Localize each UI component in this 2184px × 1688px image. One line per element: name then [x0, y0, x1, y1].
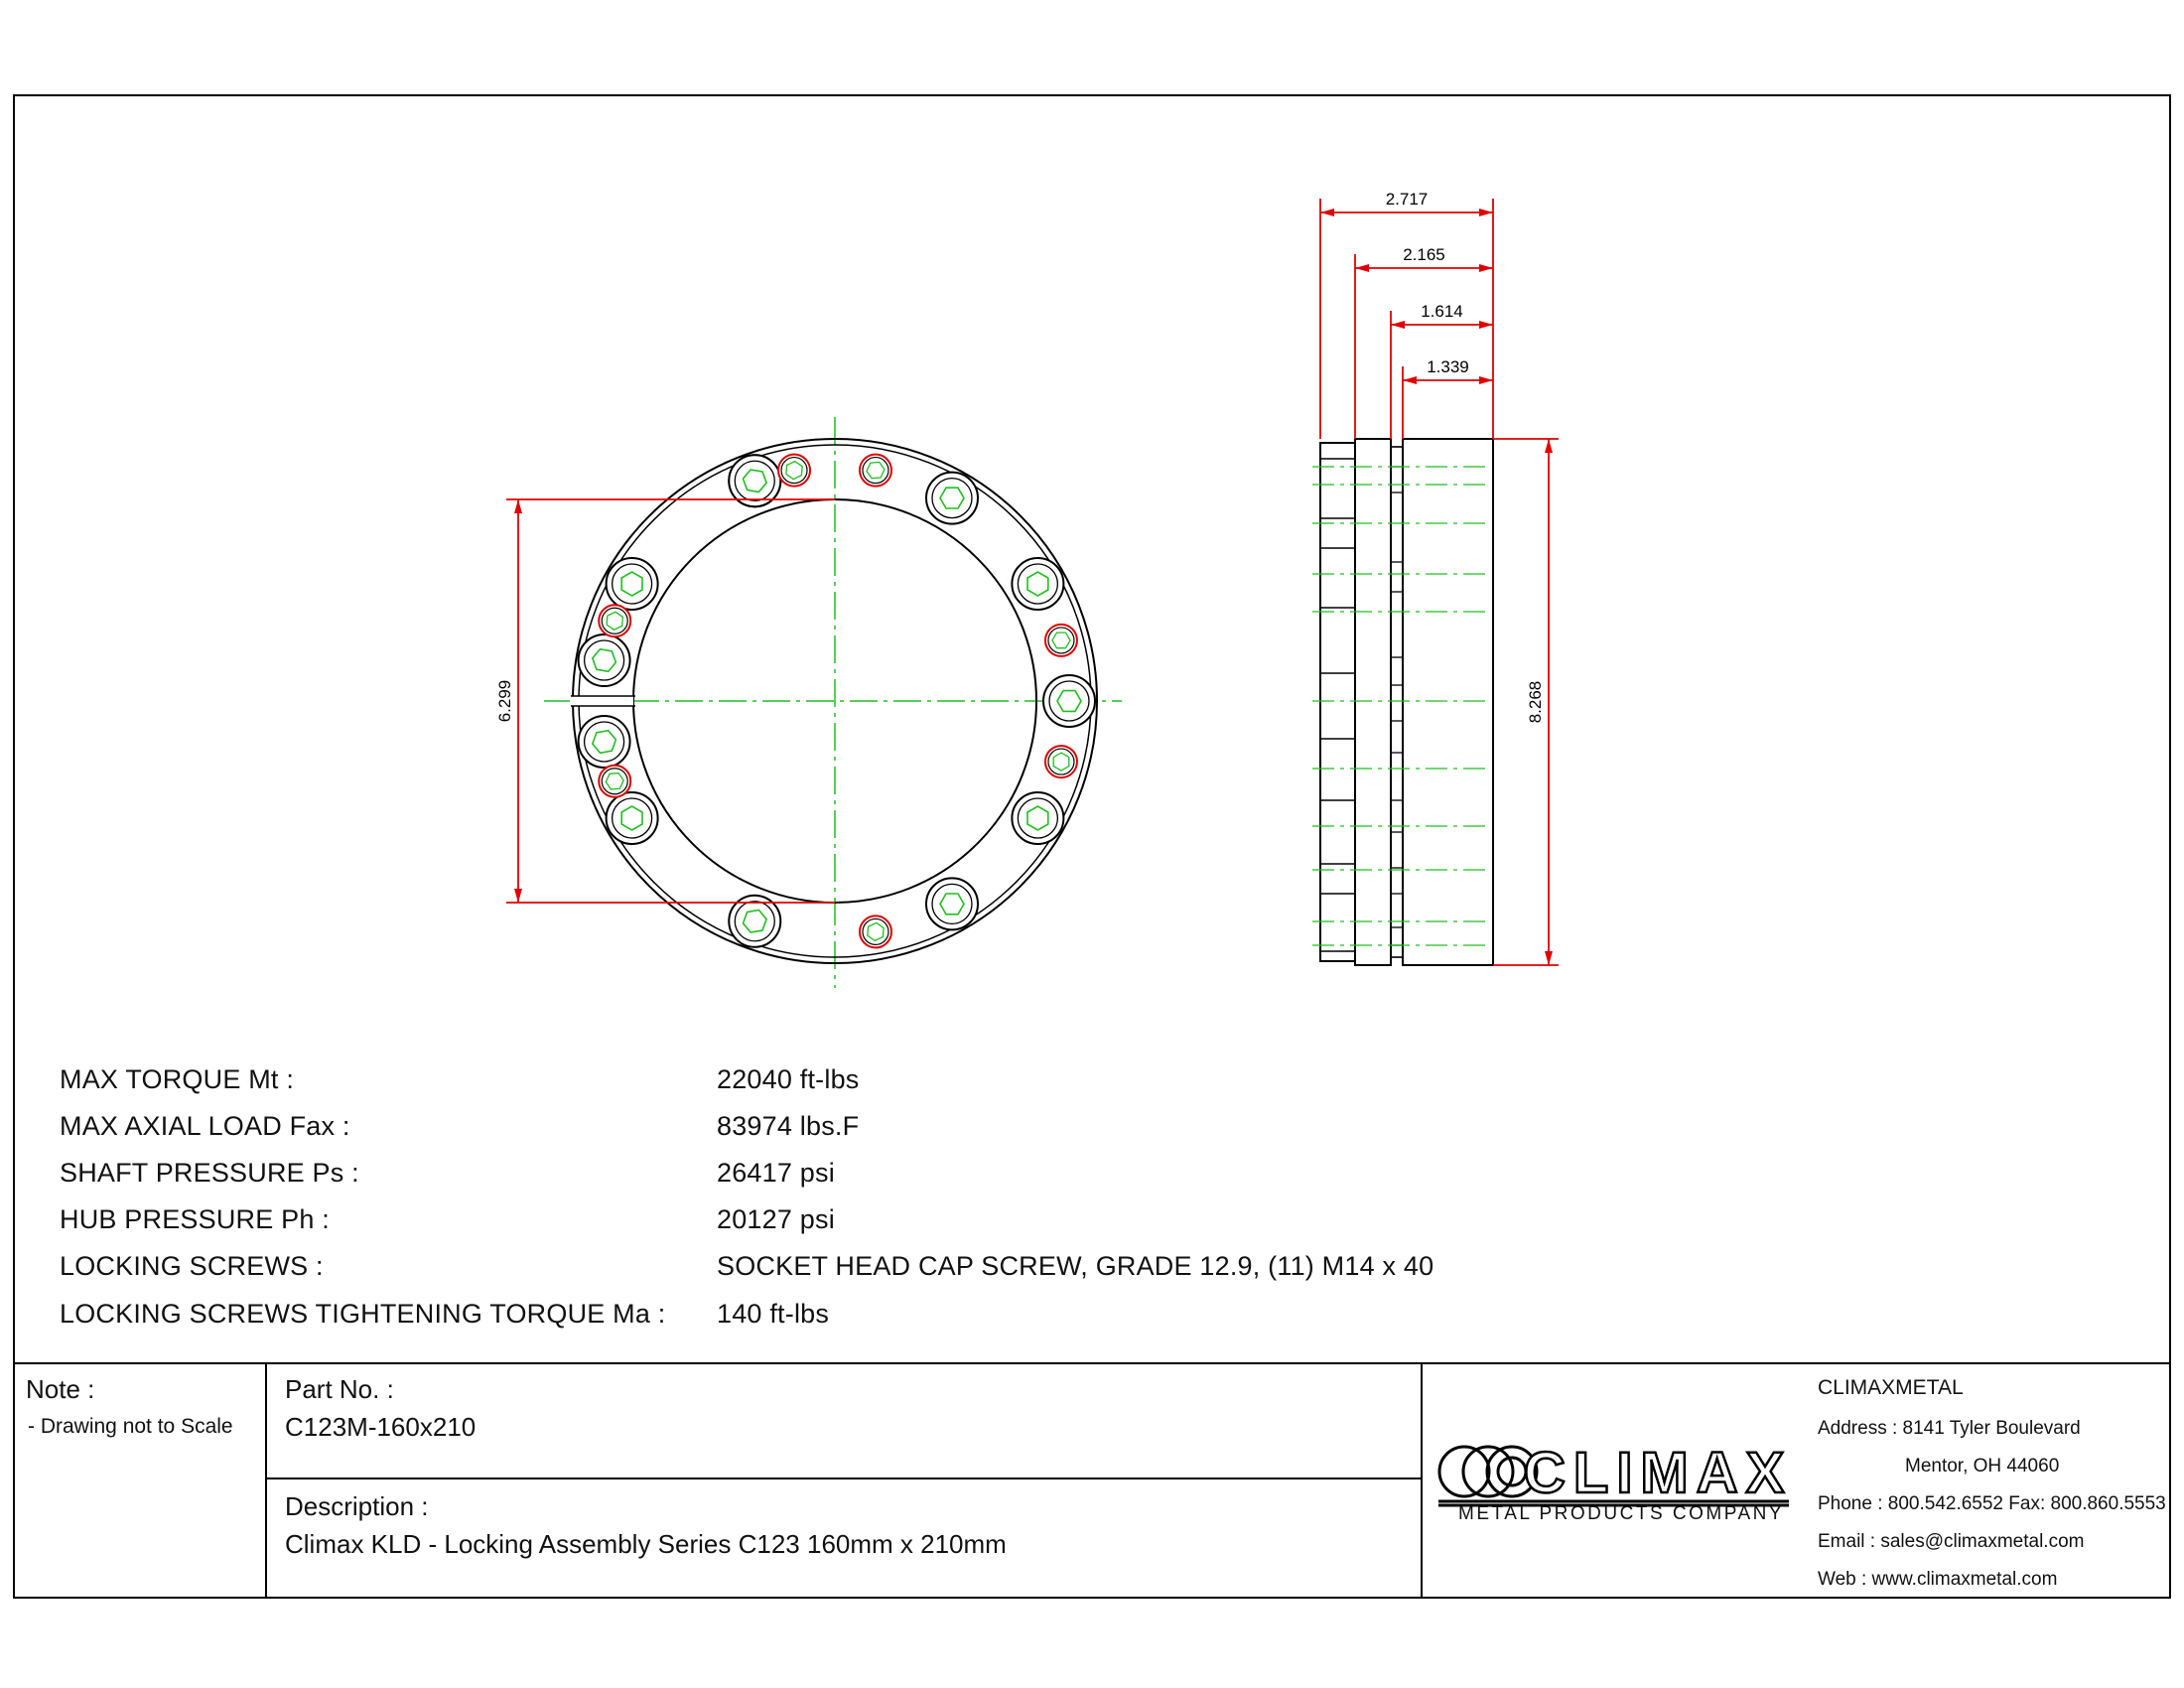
spec-label: SHAFT PRESSURE Ps :	[60, 1158, 359, 1188]
dimension-arrow-up	[514, 499, 522, 513]
width-2-label: 2.165	[1403, 245, 1445, 264]
title-block-top-border	[13, 1362, 2171, 1364]
width-overall-label: 2.717	[1385, 190, 1429, 209]
divider-company	[1421, 1362, 1423, 1599]
part-number-label: Part No. :	[285, 1374, 394, 1404]
divider-part	[265, 1477, 1423, 1479]
cap-screw-head	[1012, 558, 1063, 610]
company-phone: Phone : 800.542.6552 Fax: 800.860.5553	[1818, 1493, 2166, 1514]
company-address-line2: Mentor, OH 44060	[1905, 1456, 2060, 1477]
dimension-arrow-up	[1545, 439, 1553, 453]
dimension-arrow-right	[1479, 376, 1493, 384]
threaded-hole	[860, 915, 891, 947]
cap-screw-head	[1043, 675, 1095, 727]
spec-label: HUB PRESSURE Ph :	[60, 1204, 330, 1234]
outer-diameter-label: 8.268	[1526, 680, 1545, 724]
description-value: Climax KLD - Locking Assembly Series C123 160mm x 210mm	[285, 1529, 1007, 1559]
dimension-arrow-left	[1391, 321, 1405, 329]
spec-value: 22040 ft-lbs	[717, 1064, 860, 1094]
cap-screw-head	[607, 558, 658, 610]
threaded-hole	[599, 766, 630, 797]
inner-ring	[1355, 439, 1391, 965]
note-text: - Drawing not to Scale	[28, 1415, 233, 1438]
split-slot-gap	[570, 696, 633, 706]
outer-ring-side	[1403, 439, 1493, 965]
description-label: Description :	[285, 1491, 429, 1521]
side-view	[1312, 190, 1559, 965]
cap-screw-head	[579, 716, 630, 768]
width-4-label: 1.339	[1427, 357, 1469, 376]
spec-label: MAX AXIAL LOAD Fax :	[60, 1111, 350, 1141]
part-number-value: C123M-160x210	[285, 1412, 477, 1442]
threaded-hole	[1045, 746, 1077, 777]
dimension-arrow-down	[514, 889, 522, 903]
dimension-arrow-left	[1403, 376, 1417, 384]
dimension-arrow-right	[1479, 264, 1493, 272]
width-3-label: 1.614	[1421, 302, 1463, 321]
threaded-hole	[860, 455, 891, 487]
company-email[interactable]: Email : sales@climaxmetal.com	[1818, 1531, 2085, 1552]
dimension-arrow-down	[1545, 951, 1553, 965]
spec-value: 26417 psi	[717, 1158, 835, 1188]
company-name: CLIMAXMETAL	[1818, 1376, 1964, 1399]
spec-label: MAX TORQUE Mt :	[60, 1064, 295, 1094]
company-address-line1: Address : 8141 Tyler Boulevard	[1818, 1418, 2081, 1439]
cap-screw-head	[926, 473, 978, 524]
company-web[interactable]: Web : www.climaxmetal.com	[1818, 1569, 2058, 1590]
climax-logo	[1436, 1441, 1804, 1524]
dimension-arrow-left	[1355, 264, 1369, 272]
divider-note	[265, 1362, 267, 1599]
spec-value: 140 ft-lbs	[717, 1299, 830, 1329]
threaded-hole	[599, 605, 630, 636]
note-label: Note :	[26, 1374, 95, 1404]
cap-screw-head	[1012, 792, 1063, 844]
threaded-hole	[778, 455, 810, 487]
dimension-arrow-right	[1479, 321, 1493, 329]
clamp-ring-front	[1320, 443, 1355, 961]
spec-value: 83974 lbs.F	[717, 1111, 860, 1141]
dimension-arrow-right	[1479, 209, 1493, 216]
front-view	[495, 417, 1122, 988]
cap-screw-head	[579, 634, 630, 686]
title-block	[13, 1362, 2171, 1599]
logo-word: CLIMAX	[1524, 1441, 1793, 1505]
spec-value: 20127 psi	[717, 1204, 835, 1234]
spec-value: SOCKET HEAD CAP SCREW, GRADE 12.9, (11) M14 x 40	[717, 1251, 1434, 1281]
cap-screw-head	[607, 792, 658, 844]
spec-label: LOCKING SCREWS :	[60, 1251, 324, 1281]
threaded-hole	[1045, 625, 1077, 656]
dimension-arrow-left	[1320, 209, 1334, 216]
inner-diameter-label: 6.299	[495, 679, 514, 723]
logo-tagline: METAL PRODUCTS COMPANY	[1458, 1503, 1785, 1524]
cap-screw-head	[926, 878, 978, 929]
spec-label: LOCKING SCREWS TIGHTENING TORQUE Ma :	[60, 1299, 666, 1329]
